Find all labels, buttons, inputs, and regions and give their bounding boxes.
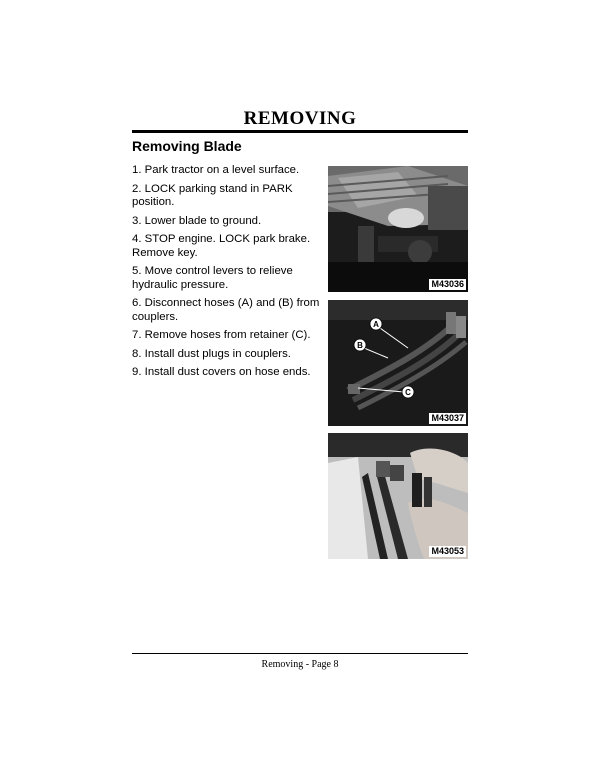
step-item: 6. Disconnect hoses (A) and (B) from couplers. <box>132 297 320 323</box>
callout-c: C <box>405 388 411 397</box>
step-item: 8. Install dust plugs in couplers. <box>132 347 291 360</box>
step-item: 5. Move control levers to relieve hydraulic pressure. <box>132 265 293 291</box>
figure-parking-stand-photo <box>328 166 468 292</box>
figure-dust-plugs-photo <box>328 433 468 559</box>
step-item: 2. LOCK parking stand in PARK position. <box>132 182 293 208</box>
callout-a: A <box>373 320 379 329</box>
photo-illustration <box>328 300 468 426</box>
section-title: Removing Blade <box>132 138 242 154</box>
step-item: 7. Remove hoses from retainer (C). <box>132 329 311 342</box>
photo-illustration <box>328 433 468 559</box>
step-item: 1. Park tractor on a level surface. <box>132 164 300 176</box>
step-item: 4. STOP engine. LOCK park brake. Remove key. <box>132 233 311 259</box>
footer-divider <box>132 653 468 654</box>
figure-label: M43053 <box>431 546 464 556</box>
title-divider <box>132 130 468 133</box>
figure-hoses-photo <box>328 300 468 426</box>
figure-label: M43037 <box>431 413 464 423</box>
page-footer: Removing - Page 8 <box>261 659 339 670</box>
figure-label: M43036 <box>431 279 464 289</box>
callout-b: B <box>357 341 363 350</box>
steps-list <box>132 164 328 385</box>
photo-illustration <box>328 166 468 292</box>
page-title: REMOVING <box>243 108 357 129</box>
step-item: 9. Install dust covers on hose ends. <box>132 366 311 379</box>
step-item: 3. Lower blade to ground. <box>132 214 262 227</box>
